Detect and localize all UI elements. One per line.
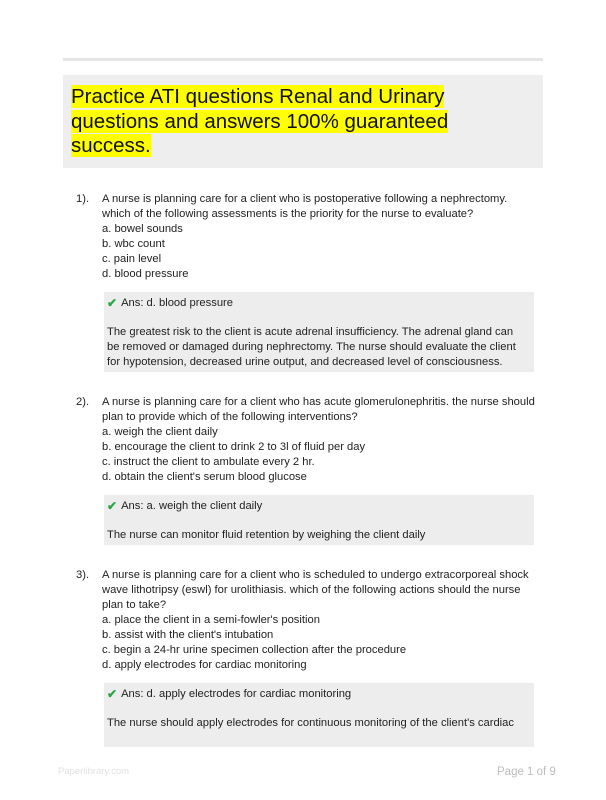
option-d: d. blood pressure — [102, 268, 189, 280]
answer-text: Ans: d. blood pressure — [121, 297, 234, 309]
answer-box-1 — [104, 292, 534, 372]
question-text: A nurse is planning care for a client who is postoperative following a nephrectomy. which of the following assessments is the priority for the nurse to evaluate? — [102, 193, 508, 220]
question-body — [102, 395, 538, 485]
option-d: d. apply electrodes for cardiac monitoring — [102, 659, 307, 671]
page-title — [71, 85, 491, 159]
question-body — [102, 568, 538, 673]
option-c: c. begin a 24-hr urine specimen collection after the procedure — [102, 644, 407, 656]
option-b: b. wbc count — [102, 238, 165, 250]
question-body — [102, 192, 538, 282]
question-text: A nurse is planning care for a client who is scheduled to undergo extracorporeal shock wave lithotripsy (eswl) for urolithiasis. which of the following actions should the nurse plan to take? — [102, 569, 529, 611]
watermark: Paperlibrary.com — [58, 766, 130, 777]
title-line-2: questions and answers 100% guaranteed — [71, 109, 449, 133]
title-line-1: Practice ATI questions Renal and Urinary — [71, 85, 445, 108]
option-d: d. obtain the client's serum blood glucose — [102, 471, 307, 483]
answer-text: Ans: d. apply electrodes for cardiac monitoring — [121, 688, 352, 700]
answer-box-2 — [104, 495, 534, 545]
answer-box-3 — [104, 683, 534, 747]
option-a: a. weigh the client daily — [102, 426, 218, 438]
title-line-3: success. — [71, 134, 151, 157]
question-text: A nurse is planning care for a client who has acute glomerulonephritis. the nurse should plan to provide which of the following interventions? — [102, 396, 535, 423]
answer-line — [107, 296, 233, 311]
question-number: 2). — [76, 396, 90, 408]
check-icon: ✔ — [107, 687, 118, 701]
answer-explanation: The nurse should apply electrodes for continuous monitoring of the client's cardiac — [107, 717, 514, 729]
title-banner — [63, 75, 543, 168]
question-number: 1). — [76, 193, 90, 205]
answer-text: Ans: a. weigh the client daily — [121, 500, 263, 512]
check-icon: ✔ — [107, 296, 118, 310]
option-c: c. pain level — [102, 253, 162, 265]
top-divider — [63, 58, 543, 61]
answer-line — [107, 499, 262, 514]
question-number: 3). — [76, 569, 90, 581]
option-a: a. bowel sounds — [102, 223, 183, 235]
check-icon: ✔ — [107, 499, 118, 513]
page-indicator: Page 1 of 9 — [497, 766, 556, 778]
answer-line — [107, 687, 351, 702]
option-c: c. instruct the client to ambulate every 2 hr. — [102, 456, 315, 468]
answer-explanation: The greatest risk to the client is acute adrenal insufficiency. The adrenal gland can be removed or damaged during nephrectomy. The nurse should evaluate the client for hypotension, decreased urine output, and decreased level of consciousness. — [107, 326, 516, 368]
answer-explanation: The nurse can monitor fluid retention by weighing the client daily — [107, 529, 426, 541]
option-b: b. encourage the client to drink 2 to 3l of fluid per day — [102, 441, 366, 453]
option-a: a. place the client in a semi-fowler's position — [102, 614, 320, 626]
option-b: b. assist with the client's intubation — [102, 629, 274, 641]
